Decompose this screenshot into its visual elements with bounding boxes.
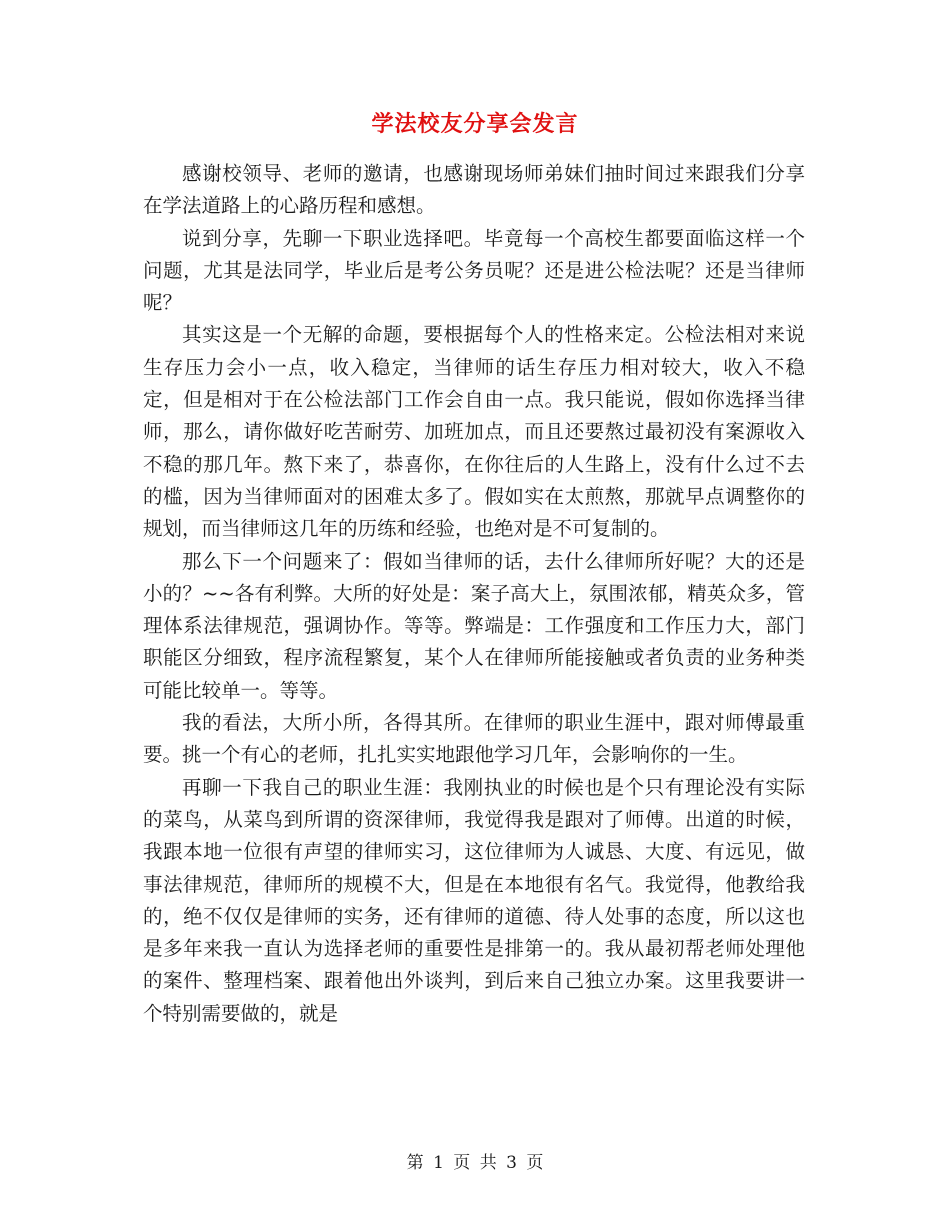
paragraph-3: 其实这是一个无解的命题，要根据每个人的性格来定。公检法相对来说生存压力会小一点，收入稳定，当律师的话生存压力相对较大，收入不稳定，但是相对于在公检法部门工作会自由一点。我只能说，假如你选择当律师，那么，请你做好吃苦耐劳、加班加点，而且还要熬过最初没有案源收入不稳的那几年。熬下来了，恭喜你，在你往后的人生路上，没有什么过不去的槛，因为当律师面对的困难太多了。假如实在太煎熬，那就早点调整你的规划，而当律师这几年的历练和经验，也绝对是不可复制的。 [143,323,805,541]
paragraph-1: 感谢校领导、老师的邀请，也感谢现场师弟妹们抽时间过来跟我们分享在学法道路上的心路历程和感想。 [143,162,805,218]
paragraph-5: 我的看法，大所小所，各得其所。在律师的职业生涯中，跟对师傅最重要。挑一个有心的老师，扎扎实实地跟他学习几年，会影响你的一生。 [143,711,805,767]
paragraph-2: 说到分享，先聊一下职业选择吧。毕竟每一个高校生都要面临这样一个问题，尤其是法同学，毕业后是考公务员呢？还是进公检法呢？还是当律师呢？ [143,226,805,315]
page-footer: 第 1 页 共 3 页 [406,1153,544,1173]
document-body [143,158,805,1030]
document-title: 学法校友分享会发言 [371,112,579,137]
paragraph-6: 再聊一下我自己的职业生涯：我刚执业的时候也是个只有理论没有实际的菜鸟，从菜鸟到所谓的资深律师，我觉得我是跟对了师傅。出道的时候，我跟本地一位很有声望的律师实习，这位律师为人诚恳、大度、有远见，做事法律规范，律师所的规模不大，但是在本地很有名气。我觉得，他教给我的，绝不仅仅是律师的实务，还有律师的道德、待人处事的态度，所以这也是多年来我一直认为选择老师的重要性是排第一的。我从最初帮老师处理他的案件、整理档案、跟着他出外谈判，到后来自己独立办案。这里我要讲一个特别需要做的，就是 [143,775,805,1025]
paragraph-4: 那么下一个问题来了：假如当律师的话，去什么律师所好呢？大的还是小的？~~各有利弊。大所的好处是：案子高大上，氛围浓郁，精英众多，管理体系法律规范，强调协作。等等。弊端是：工作强度和工作压力大，部门职能区分细致，程序流程繁复，某个人在律师所能接触或者负责的业务种类可能比较单一。等等。 [143,549,805,702]
